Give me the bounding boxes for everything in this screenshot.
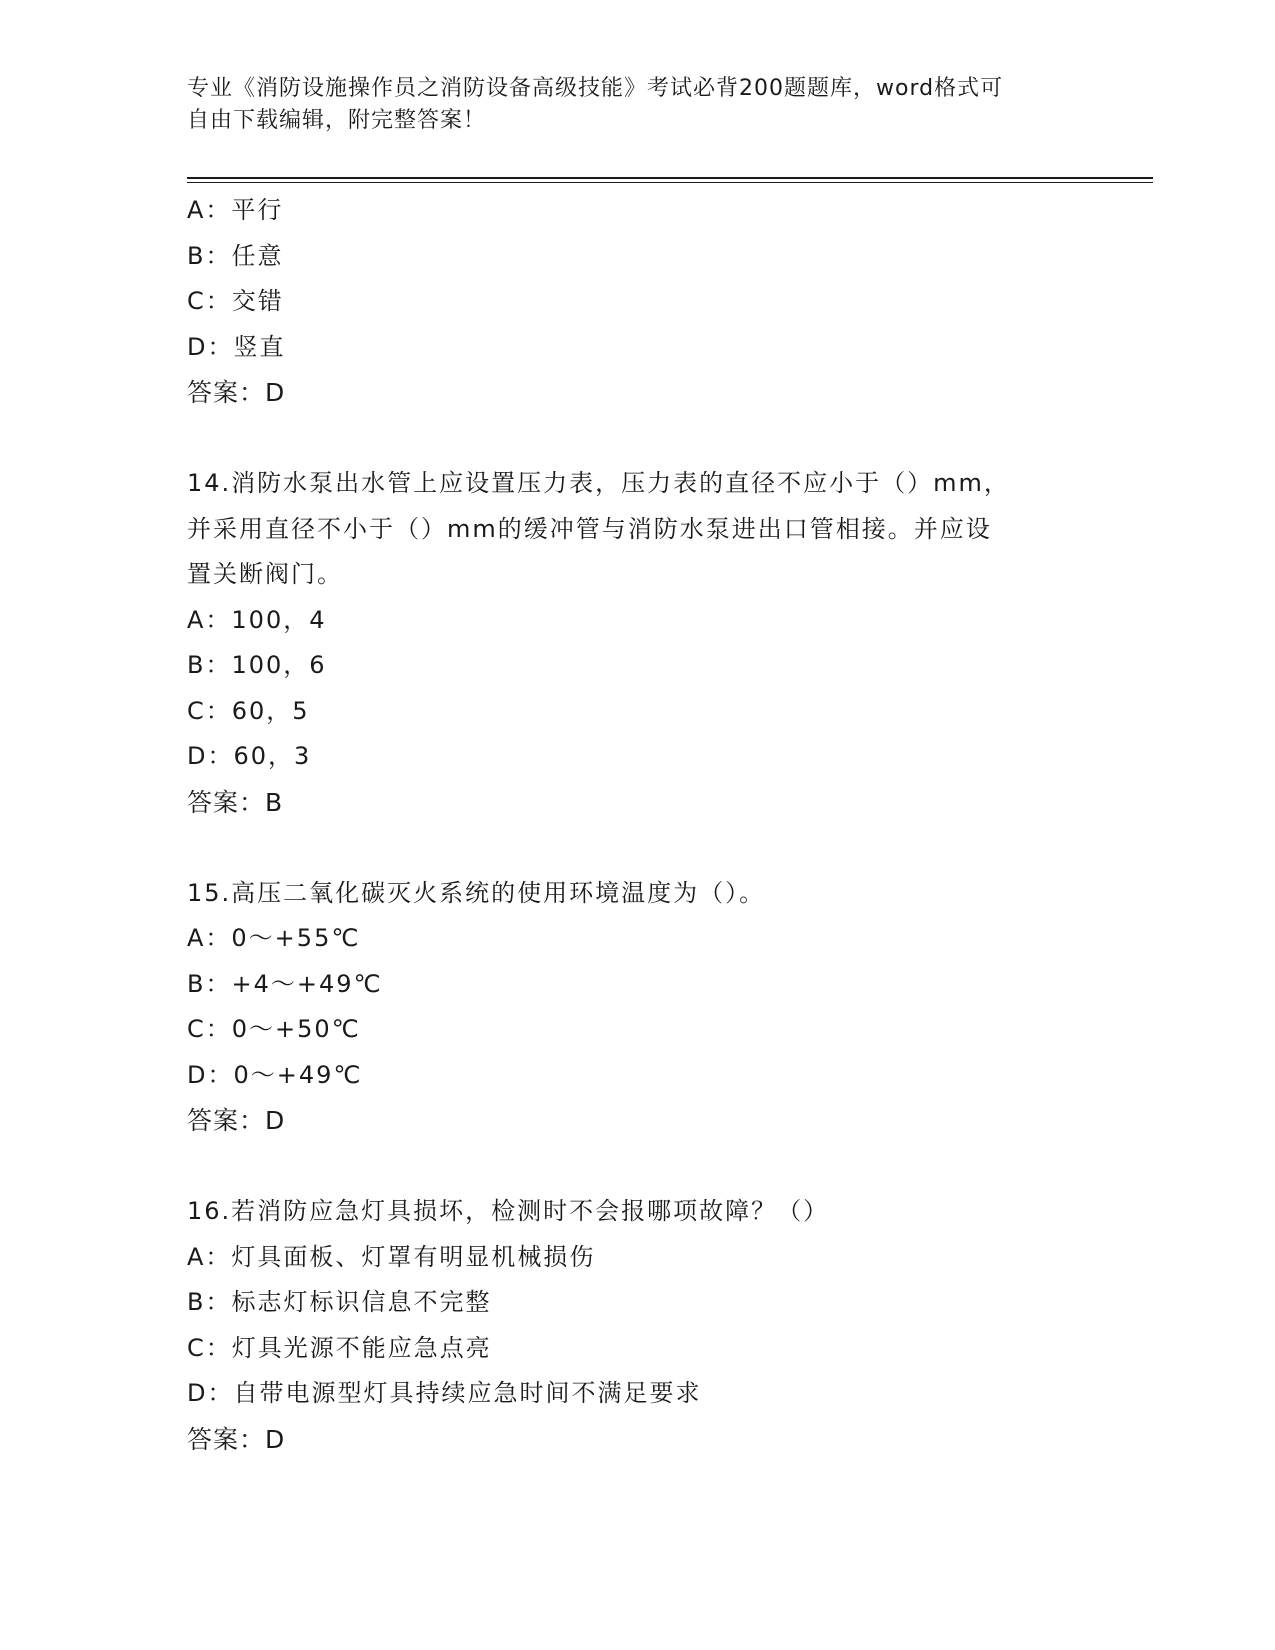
- question-16: [187, 1189, 1087, 1462]
- option-d: D：0～+49℃: [187, 1060, 363, 1089]
- question-spacer: [187, 416, 1087, 462]
- question-list: [187, 188, 1087, 1462]
- option-d: D：60，3: [187, 742, 312, 770]
- option-a: A：灯具面板、灯罩有明显机械损伤: [187, 1242, 596, 1271]
- option-c: C：交错: [187, 287, 284, 315]
- option-d: D：自带电源型灯具持续应急时间不满足要求: [187, 1379, 702, 1407]
- answer-line: 答案：D: [187, 378, 286, 407]
- option-c: C：0～+50℃: [187, 1015, 361, 1043]
- answer-line: 答案：D: [187, 1106, 286, 1135]
- option-d: D：竖直: [187, 332, 286, 361]
- question-stem-line-1: 14.消防水泵出水管上应设置压力表，压力表的直径不应小于（）mm，: [187, 469, 1010, 497]
- question-14: [187, 461, 1087, 825]
- question-15: [187, 871, 1087, 1144]
- header-title-line-2: 自由下载编辑，附完整答案！: [187, 108, 487, 133]
- option-a: A：平行: [187, 196, 284, 224]
- option-a: A：0～+55℃: [187, 924, 361, 952]
- option-b: B：标志灯标识信息不完整: [187, 1288, 492, 1316]
- question-spacer: [187, 1144, 1087, 1190]
- question-13: [187, 188, 1087, 416]
- question-spacer: [187, 825, 1087, 871]
- question-stem-line-2: 并采用直径不小于（）mm的缓冲管与消防水泵进出口管相接。并应设: [187, 514, 992, 543]
- option-b: B：任意: [187, 241, 284, 270]
- option-b: B：100，6: [187, 651, 327, 679]
- header-divider-thick: [187, 177, 1153, 179]
- header-divider-thin: [187, 182, 1153, 183]
- option-c: C：灯具光源不能应急点亮: [187, 1333, 492, 1362]
- option-c: C：60，5: [187, 696, 310, 725]
- answer-line: 答案：B: [187, 787, 284, 817]
- option-b: B：+4～+49℃: [187, 969, 383, 998]
- option-a: A：100，4: [187, 605, 327, 634]
- header-title-line-1: 专业《消防设施操作员之消防设备高级技能》考试必背200题题库，word格式可: [187, 76, 1004, 101]
- question-stem-line-1: 16.若消防应急灯具损坏，检测时不会报哪项故障？（）: [187, 1197, 830, 1225]
- question-stem-line-1: 15.高压二氧化碳灭火系统的使用环境温度为（）。: [187, 878, 766, 907]
- question-stem-line-3: 置关断阀门。: [187, 560, 343, 588]
- document-header: [187, 73, 1067, 137]
- answer-line: 答案：D: [187, 1424, 286, 1454]
